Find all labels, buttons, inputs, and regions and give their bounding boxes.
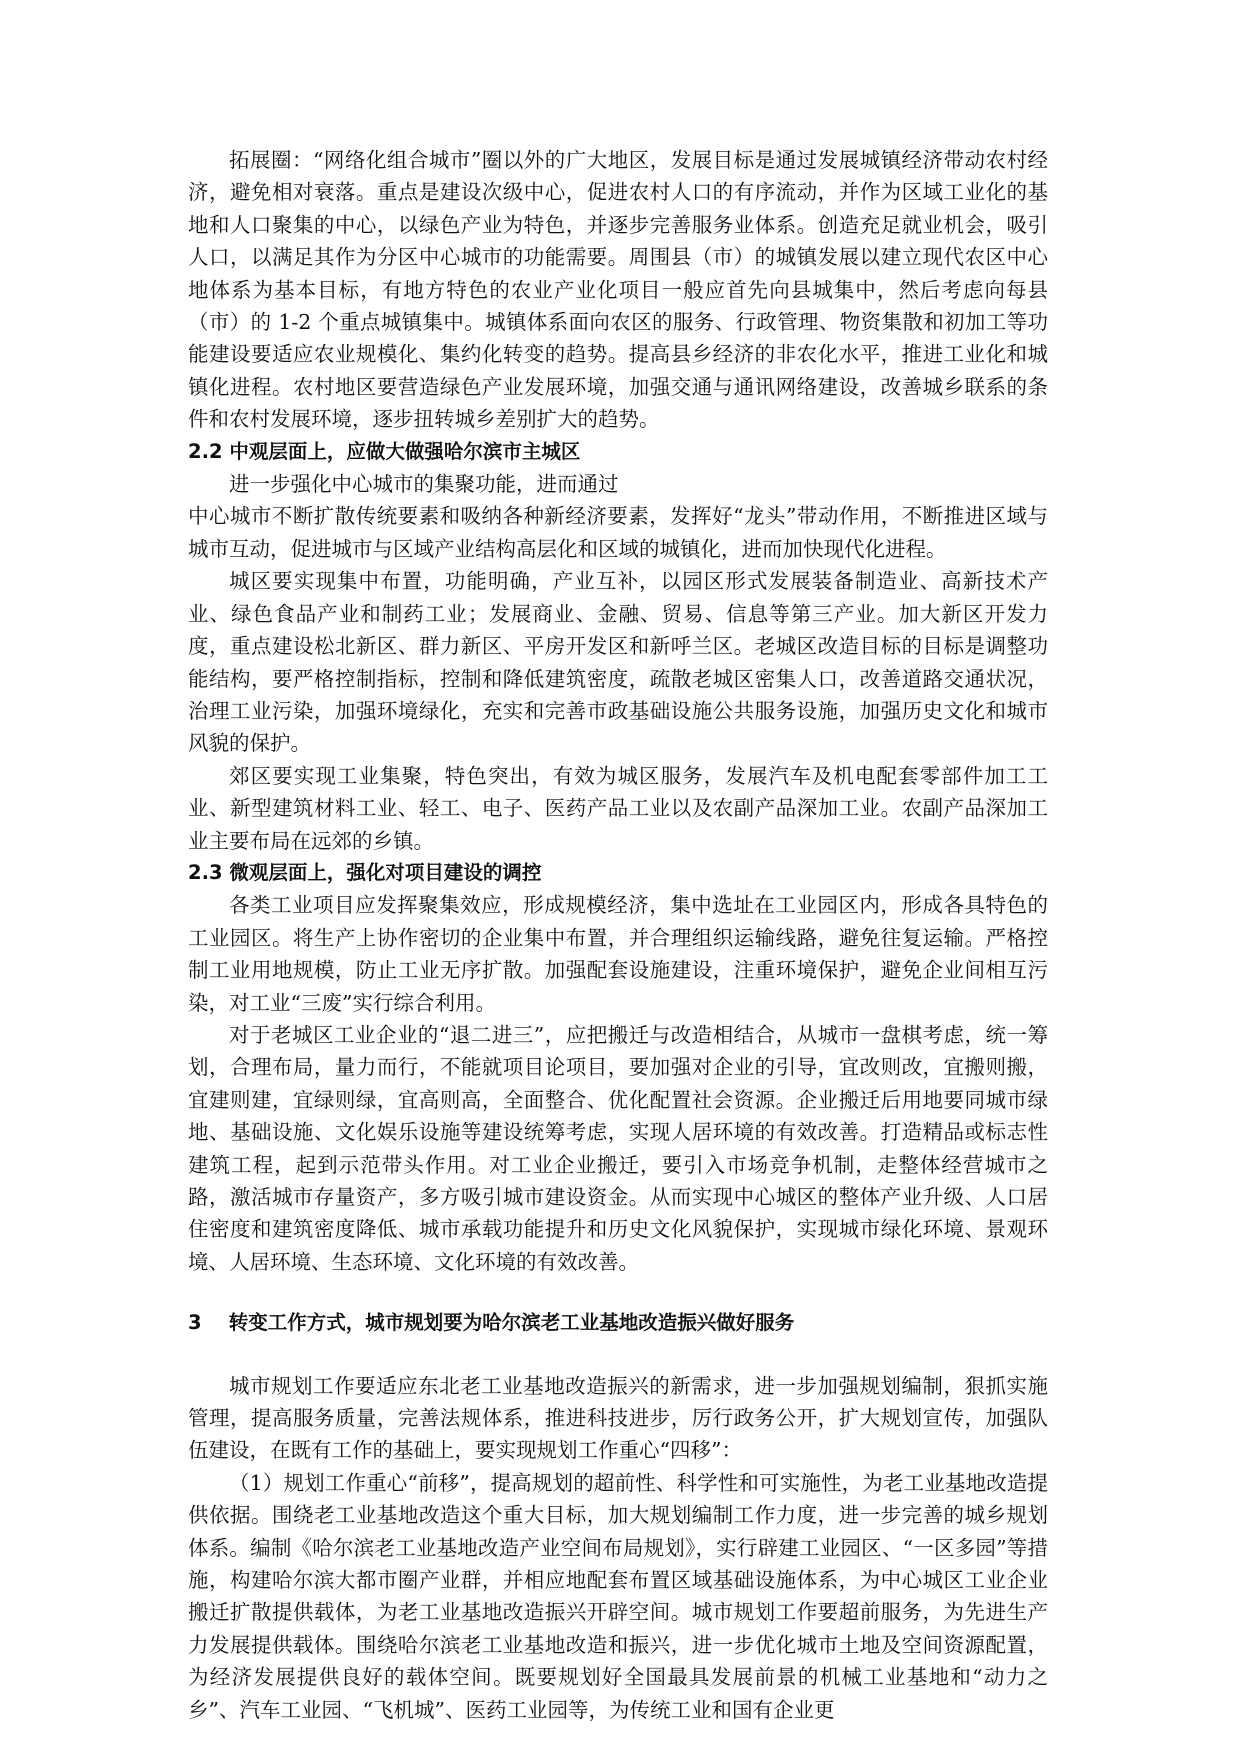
paragraph-central-city-intro: 进一步强化中心城市的集聚功能，进而通过 [229, 472, 619, 497]
section-heading-3: 3 转变工作方式，城市规划要为哈尔滨老工业基地改造振兴做好服务 [188, 1311, 795, 1335]
document-page [188, 144, 1048, 1726]
paragraph-expansion-circle: 拓展圈：“网络化组合城市”圈以外的广大地区，发展目标是通过发展城镇经济带动农村经济，避免相对衰落。重点是建设次级中心，促进农村人口的有序流动，并作为区域工业化的基地和人口聚集的中心，以绿色产业为特色，并逐步完善服务业体系。创造充足就业机会，吸引人口，以满足其作为分区中心城市的功能需要。周围县（市）的城镇发展以建立现代农区中心地体系为基本目标，有地方特色的农业产业化项目一般应首先向县城集中，然后考虑向每县（市）的 1-2 个重点城镇集中。城镇体系面向农区的服务、行政管理、物资集散和初加工等功能建设要适应农业规模化、集约化转变的趋势。提高县乡经济的非农化水平，推进工业化和城镇化进程。农村地区要营造绿色产业发展环境，加强交通与通讯网络建设，改善城乡联系的条件和农村发展环境，逐步扭转城乡差别扩大的趋势。 [188, 148, 1048, 432]
section-heading-2-2: 2.2 中观层面上，应做大做强哈尔滨市主城区 [188, 439, 581, 463]
paragraph-suburban-area: 郊区要实现工业集聚，特色突出，有效为城区服务，发展汽车及机电配套零部件加工工业、新型建筑材料工业、轻工、电子、医药产品工业以及农副产品深加工业。农副产品深加工业主要布局在远郊的乡镇。 [188, 763, 1048, 853]
paragraph-urban-area: 城区要实现集中布置，功能明确，产业互补，以园区形式发展装备制造业、高新技术产业、绿色食品产业和制药工业；发展商业、金融、贸易、信息等第三产业。加大新区开发力度，重点建设松北新区、群力新区、平房开发区和新呼兰区。老城区改造目标的目标是调整功能结构，要严格控制指标，控制和降低建筑密度，疏散老城区密集人口，改善道路交通状况，治理工业污染，加强环境绿化，充实和完善市政基础设施公共服务设施，加强历史文化和城市风貌的保护。 [188, 569, 1048, 756]
paragraph-industrial-projects: 各类工业项目应发挥聚集效应，形成规模经济，集中选址在工业园区内，形成各具特色的工业园区。将生产上协作密切的企业集中布置，并合理组织运输线路，避免往复运输。严格控制工业用地规模，防止工业无序扩散。加强配套设施建设，注重环境保护，避免企业间相互污染，对工业“三废”实行综合利用。 [188, 893, 1048, 1015]
paragraph-central-city-continued: 中心城市不断扩散传统要素和吸纳各种新经济要素，发挥好“龙头”带动作用，不断推进区域与城市互动，促进城市与区域产业结构高层化和区域的城镇化，进而加快现代化进程。 [188, 504, 1048, 561]
section-heading-2-3: 2.3 微观层面上，强化对项目建设的调控 [188, 860, 542, 884]
paragraph-planning-work: 城市规划工作要适应东北老工业基地改造振兴的新需求，进一步加强规划编制，狠抓实施管理，提高服务质量，完善法规体系，推进科技进步，厉行政务公开，扩大规划宣传，加强队伍建设，在既有工作的基础上，要实现规划工作重心“四移”： [188, 1373, 1048, 1463]
paragraph-planning-forward: （1）规划工作重心“前移”，提高规划的超前性、科学性和可实施性，为老工业基地改造提供依据。围绕老工业基地改造这个重大目标，加大规划编制工作力度，进一步完善的城乡规划体系。编制《哈尔滨老工业基地改造产业空间布局规划》，实行辟建工业园区、“一区多园”等措施，构建哈尔滨大都市圈产业群，并相应地配套布置区域基础设施体系，为中心城区工业企业搬迁扩散提供载体，为老工业基地改造振兴开辟空间。城市规划工作要超前服务，为先进生产力发展提供载体。围绕哈尔滨老工业基地改造和振兴，进一步优化城市土地及空间资源配置，为经济发展提供良好的载体空间。既要规划好全国最具发展前景的机械工业基地和“动力之乡”、汽车工业园、“飞机城”、医药工业园等，为传统工业和国有企业更 [188, 1470, 1048, 1722]
paragraph-old-city-relocation: 对于老城区工业企业的“退二进三”，应把搬迁与改造相结合，从城市一盘棋考虑，统一筹划，合理布局，量力而行，不能就项目论项目，要加强对企业的引导，宜改则改，宜搬则搬，宜建则建，宜绿则绿，宜高则高，全面整合、优化配置社会资源。企业搬迁后用地要同城市绿地、基础设施、文化娱乐设施等建设统筹考虑，实现人居环境的有效改善。打造精品或标志性建筑工程，起到示范带头作用。对工业企业搬迁，要引入市场竞争机制，走整体经营城市之路，激活城市存量资产，多方吸引城市建设资金。从而实现中心城区的整体产业升级、人口居住密度和建筑密度降低、城市承载功能提升和历史文化风貌保护，实现城市绿化环境、景观环境、人居环境、生态环境、文化环境的有效改善。 [188, 1022, 1048, 1274]
